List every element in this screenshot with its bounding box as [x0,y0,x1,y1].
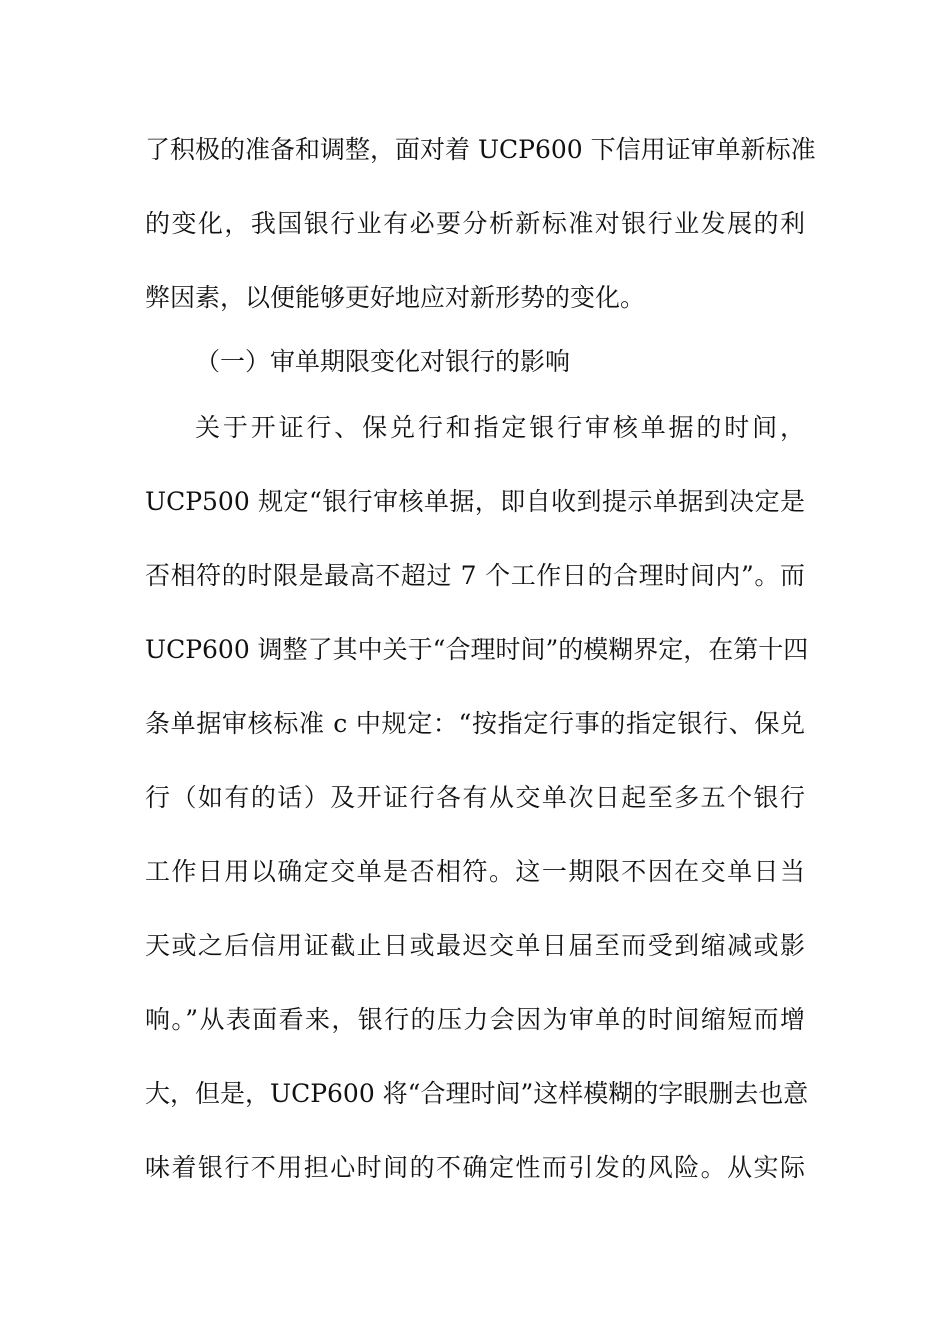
text-line-12: 天或之后信用证截止日或最迟交单日届至而受到缩减或影 [145,931,805,960]
text-line-8: UCP600 调整了其中关于“合理时间”的模糊界定，在第十四 [145,635,809,664]
text-line-10: 行（如有的话）及开证行各有从交单次日起至多五个银行 [145,783,805,812]
text-line-2: 的变化，我国银行业有必要分析新标准对银行业发展的利 [145,209,805,238]
text-line-11: 工作日用以确定交单是否相符。这一期限不因在交单日当 [145,857,805,886]
section-heading: （一）审单期限变化对银行的影响 [195,347,571,376]
text-line-5: 关于开证行、保兑行和指定银行审核单据的时间， [195,413,805,442]
text-line-14: 大，但是，UCP600 将“合理时间”这样模糊的字眼删去也意 [145,1079,809,1108]
text-line-13: 响。”从表面看来，银行的压力会因为审单的时间缩短而增 [145,1005,805,1034]
text-line-7: 否相符的时限是最高不超过 7 个工作日的合理时间内”。而 [145,561,805,590]
text-line-6: UCP500 规定“银行审核单据，即自收到提示单据到决定是 [145,487,805,516]
text-line-3: 弊因素，以便能够更好地应对新形势的变化。 [145,283,646,312]
text-line-1: 了积极的准备和调整，面对着 UCP600 下信用证审单新标准 [145,135,816,164]
text-line-15: 味着银行不用担心时间的不确定性而引发的风险。从实际 [145,1153,805,1182]
text-line-9: 条单据审核标准 c 中规定：“按指定行事的指定银行、保兑 [145,709,805,738]
